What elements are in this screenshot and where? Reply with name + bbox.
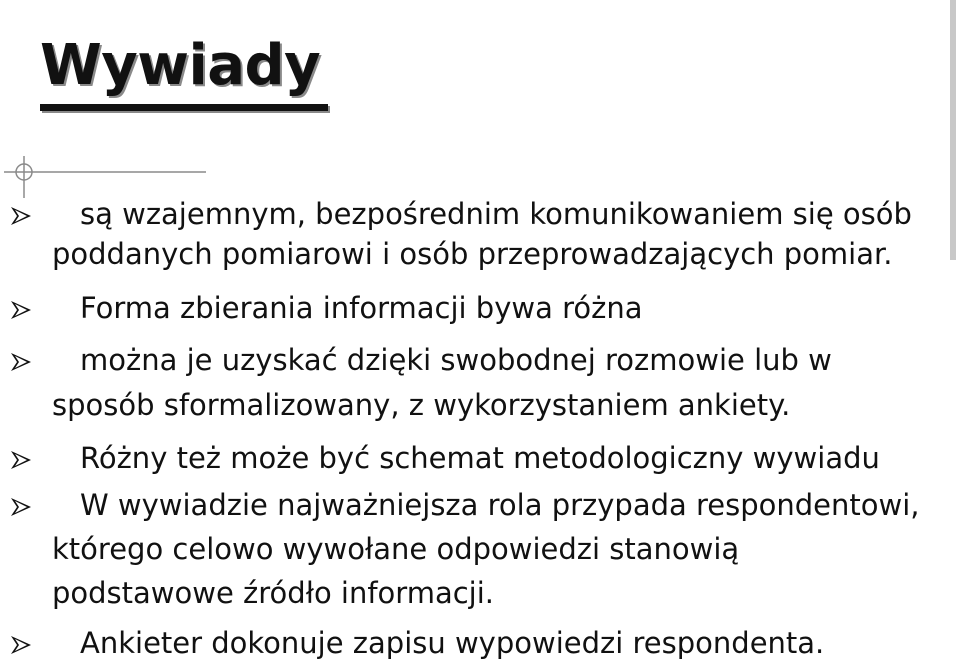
bullet-text-line: którego celowo wywołane odpowiedzi stanowią: [52, 532, 740, 566]
bullet-text-line: Różny też może być schemat metodologiczny wywiadu: [80, 441, 880, 475]
arrow-bullet-icon: [10, 450, 32, 470]
bullet-text-line: Forma zbierania informacji bywa różna: [80, 291, 643, 325]
arrow-bullet-icon: [10, 635, 32, 655]
bullet-text-line: poddanych pomiarowi i osób przeprowadzających pomiar.: [52, 237, 893, 271]
bullet-text-line: W wywiadzie najważniejsza rola przypada respondentowi,: [80, 488, 920, 522]
title-underline: [40, 104, 328, 111]
bullet-text-line: podstawowe źródło informacji.: [52, 576, 495, 610]
arrow-bullet-icon: [10, 497, 32, 517]
bullet-text-line: można je uzyskać dzięki swobodnej rozmowie lub w: [80, 343, 832, 377]
bullet-text-line: Ankieter dokonuje zapisu wypowiedzi respondenta.: [80, 626, 825, 660]
right-edge-bar: [950, 0, 956, 260]
bullet-text-line: sposób sformalizowany, z wykorzystaniem ankiety.: [52, 388, 791, 422]
bullet-text-line: są wzajemnym, bezpośrednim komunikowaniem się osób: [80, 197, 912, 231]
arrow-bullet-icon: [10, 300, 32, 320]
arrow-bullet-icon: [10, 352, 32, 372]
arrow-bullet-icon: [10, 206, 32, 226]
crosshair-decoration-icon: [0, 150, 220, 200]
slide-title: Wywiady: [40, 33, 321, 98]
